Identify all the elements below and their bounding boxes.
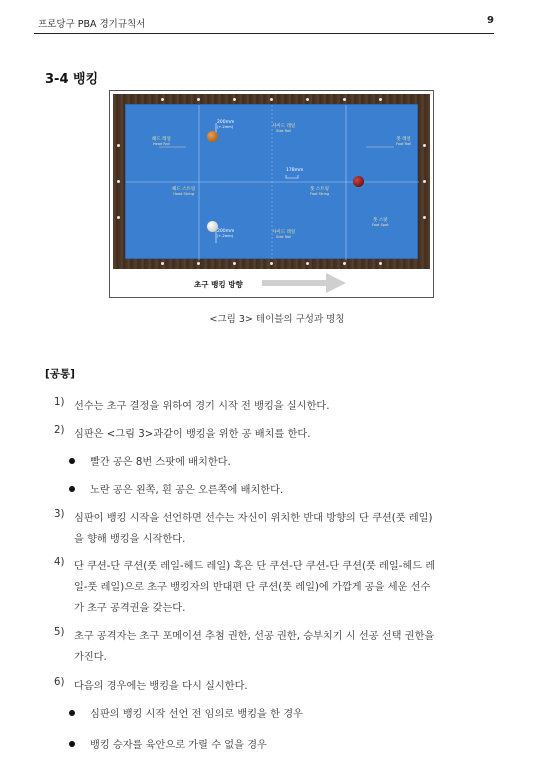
red-ball [353,176,364,187]
common-heading: [공통] [45,368,75,380]
rule-text-continued: 을 향해 뱅킹을 시작한다. [74,534,186,545]
page-number: 9 [487,15,494,26]
diamond-marker [270,262,273,265]
bullet-dot [69,486,75,492]
label-foot-rail [396,137,411,146]
bullet-text: 노란 공은 왼쪽, 흰 공은 오른쪽에 배치한다. [90,485,284,496]
measure-bottom [217,229,234,239]
billiard-table [113,94,430,269]
side-rail-top-en: Side Rail [276,129,292,134]
diamond-marker [161,98,164,101]
head-string-ko: 헤드 스트링 [172,187,196,192]
rule-text: 심판은 <그림 3>과같이 뱅킹을 위한 공 배치를 한다. [74,429,311,440]
diamond-marker [379,262,382,265]
rule-text: 단 쿠션-단 쿠션(풋 레일-헤드 레일) 혹은 단 쿠션-단 쿠션-단 쿠션(풋 레일-헤드 레 [74,561,436,572]
foot-rail-en: Foot Rail [396,142,412,147]
diamond-marker [306,262,309,265]
diamond-marker [343,262,346,265]
rule-number: 1) [54,397,65,408]
side-rail-top-ko: 사이드 레일 [272,124,296,129]
label-head-string [172,187,195,196]
diamond-marker [197,262,200,265]
diamond-marker [306,98,309,101]
diamond-marker [117,180,120,183]
rule-text: 초구 공격자는 초구 포메이션 추첨 권한, 선공 권한, 승부치기 시 선공 선택 권한을 [74,631,435,642]
label-side-rail-bottom [272,230,295,239]
bullet-dot [69,458,75,464]
label-foot-string [310,187,329,196]
rule-text-continued: 가 초구 공격권을 갖는다. [74,603,186,614]
side-rail-bottom-en: Side Rail [276,235,292,240]
diamond-marker [423,180,426,183]
measure-bottom-tolerance: (+-2mm) [217,234,233,239]
measure-top-value: 200mm [217,120,235,125]
direction-arrow-icon [260,271,350,295]
bullet-text: 뱅킹 승자를 육안으로 가릴 수 없을 경우 [90,740,267,751]
measure-center: 178mm [286,168,304,173]
foot-spot-ko: 풋 스팟 [373,218,388,223]
foot-string-en: Foot String [310,192,330,197]
rule-text: 다음의 경우에는 뱅킹을 다시 실시한다. [74,681,248,692]
bullet-text: 빨간 공은 8번 스팟에 배치한다. [90,457,231,468]
measure-top [217,120,234,130]
rule-number: 2) [54,425,65,436]
head-rail-ko: 헤드 레일 [152,137,171,142]
foot-spot-en: Foot Spot [372,223,389,228]
diamond-marker [423,144,426,147]
diamond-marker [379,98,382,101]
rule-text: 심판이 뱅킹 시작을 선언하면 선수는 자신이 위치한 반대 방향의 단 쿠션(풋 레일) [74,513,433,524]
rule-text: 선수는 초구 결정을 위하여 경기 시작 전 뱅킹을 실시한다. [74,401,330,412]
measure-bottom-value: 200mm [217,229,235,234]
white-ball [207,221,218,232]
diamond-marker [161,262,164,265]
table-cloth [125,104,418,259]
section-title: 3-4 뱅킹 [45,72,99,87]
rule-number: 3) [54,509,65,520]
foot-string-ko: 풋 스트링 [310,187,329,192]
diamond-marker [233,98,236,101]
diamond-marker [117,216,120,219]
yellow-ball [207,131,218,142]
bullet-dot [69,741,75,747]
head-rail-en: Head Rail [153,142,170,147]
rule-number: 6) [54,677,65,688]
rule-number: 4) [54,557,65,568]
label-side-rail-top [272,124,295,133]
page-header [34,12,494,34]
figure-caption: <그림 3> 테이블의 구성과 명칭 [209,314,345,325]
document-title: 프로당구 PBA 경기규칙서 [38,19,146,30]
diamond-marker [233,262,236,265]
diamond-marker [117,144,120,147]
diamond-marker [423,216,426,219]
label-foot-spot [372,218,389,227]
head-string-en: Head String [173,192,194,197]
foot-rail-ko: 풋 레일 [396,137,411,142]
rule-text-continued: 일-풋 레일)으로 초구 뱅킹자의 반대편 단 쿠션(풋 레일)에 가깝게 공을 세운 선수 [74,582,431,593]
rule-number: 5) [54,627,65,638]
bullet-dot [69,710,75,716]
bullet-text: 심판의 뱅킹 시작 선언 전 임의로 뱅킹을 한 경우 [90,709,303,720]
rule-text-continued: 가진다. [74,652,107,663]
side-rail-bottom-ko: 사이드 레일 [272,230,296,235]
label-head-rail [152,137,171,146]
diamond-marker [270,98,273,101]
banking-direction-label: 초구 뱅킹 방향 [194,280,243,289]
measure-top-tolerance: (+-2mm) [217,125,233,130]
diamond-marker [343,98,346,101]
diamond-marker [197,98,200,101]
table-figure [109,90,434,298]
